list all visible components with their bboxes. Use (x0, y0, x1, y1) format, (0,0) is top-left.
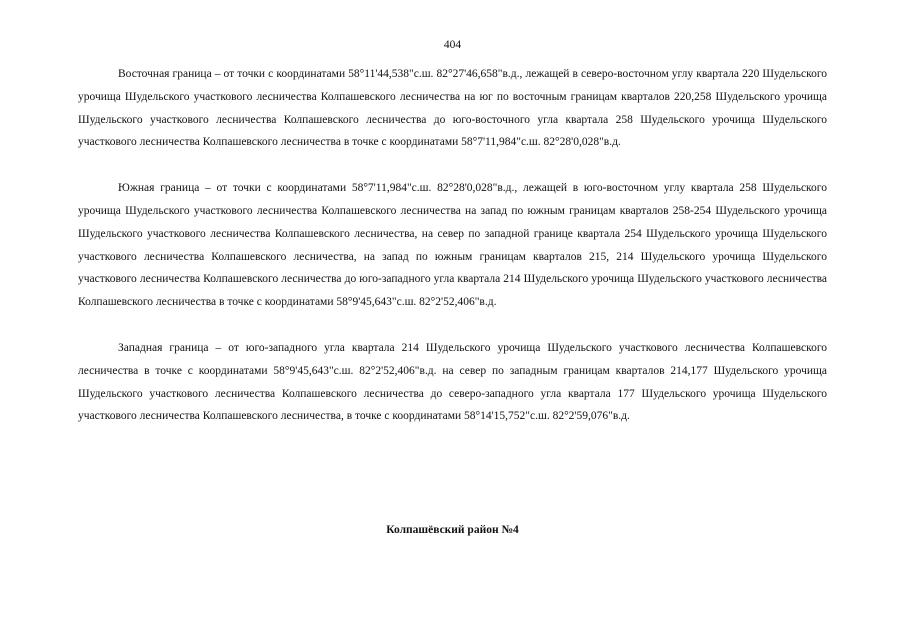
document-body (78, 63, 827, 451)
paragraph-east-boundary: Восточная граница – от точки с координатами 58°11'44,538"с.ш. 82°27'46,658"в.д., лежащей в северо-восточном углу квартала 220 Шудельского урочища Шудельского участкового лесничества Колпашевского лесничества на юг по восточным границам кварталов 220,258 Шудельского урочища Шудельского участкового лесничества Колпашевского лесничества до юго-восточного угла квартала 258 Шудельского урочища Шудельского участкового лесничества Колпашевского лесничества в точке с координатами 58°7'11,984"с.ш. 82°28'0,028"в.д. (78, 68, 827, 149)
paragraph-south-boundary: Южная граница – от точки с координатами 58°7'11,984"с.ш. 82°28'0,028"в.д., лежащей в юго-восточном углу квартала 258 Шудельского урочища Шудельского участкового лесничества Колпашевского лесничества на запад по южным границам кварталов 258-254 Шудельского урочища Шудельского участкового лесничества Колпашевского лесничества, на север по западной границе квартала 254 Шудельского урочища Шудельского участкового лесничества Колпашевского лесничества, на запад по южным границам кварталов 215, 214 Шудельского урочища Шудельского участкового лесничества Колпашевского лесничества до юго-западного угла квартала 214 Шудельского урочища Шудельского участкового лесничества Колпашевского лесничества в точке с координатами 58°9'45,643"с.ш. 82°2'52,406"в.д. (78, 182, 827, 309)
paragraph-west-boundary: Западная граница – от юго-западного угла квартала 214 Шудельского урочища Шудельского участкового лесничества Колпашевского лесничества в точке с координатами 58°9'45,643"с.ш. 82°2'52,406"в.д. на север по западным границам кварталов 214,177 Шудельского урочища Шудельского участкового лесничества Колпашевского лесничества до северо-западного угла квартала 177 Шудельского урочища Шудельского участкового лесничества Колпашевского лесничества, в точке с координатами 58°14'15,752"с.ш. 82°2'59,076"в.д. (78, 341, 827, 423)
page-number: 404 (443, 39, 462, 51)
section-title: Колпашёвский район №4 (386, 524, 519, 536)
